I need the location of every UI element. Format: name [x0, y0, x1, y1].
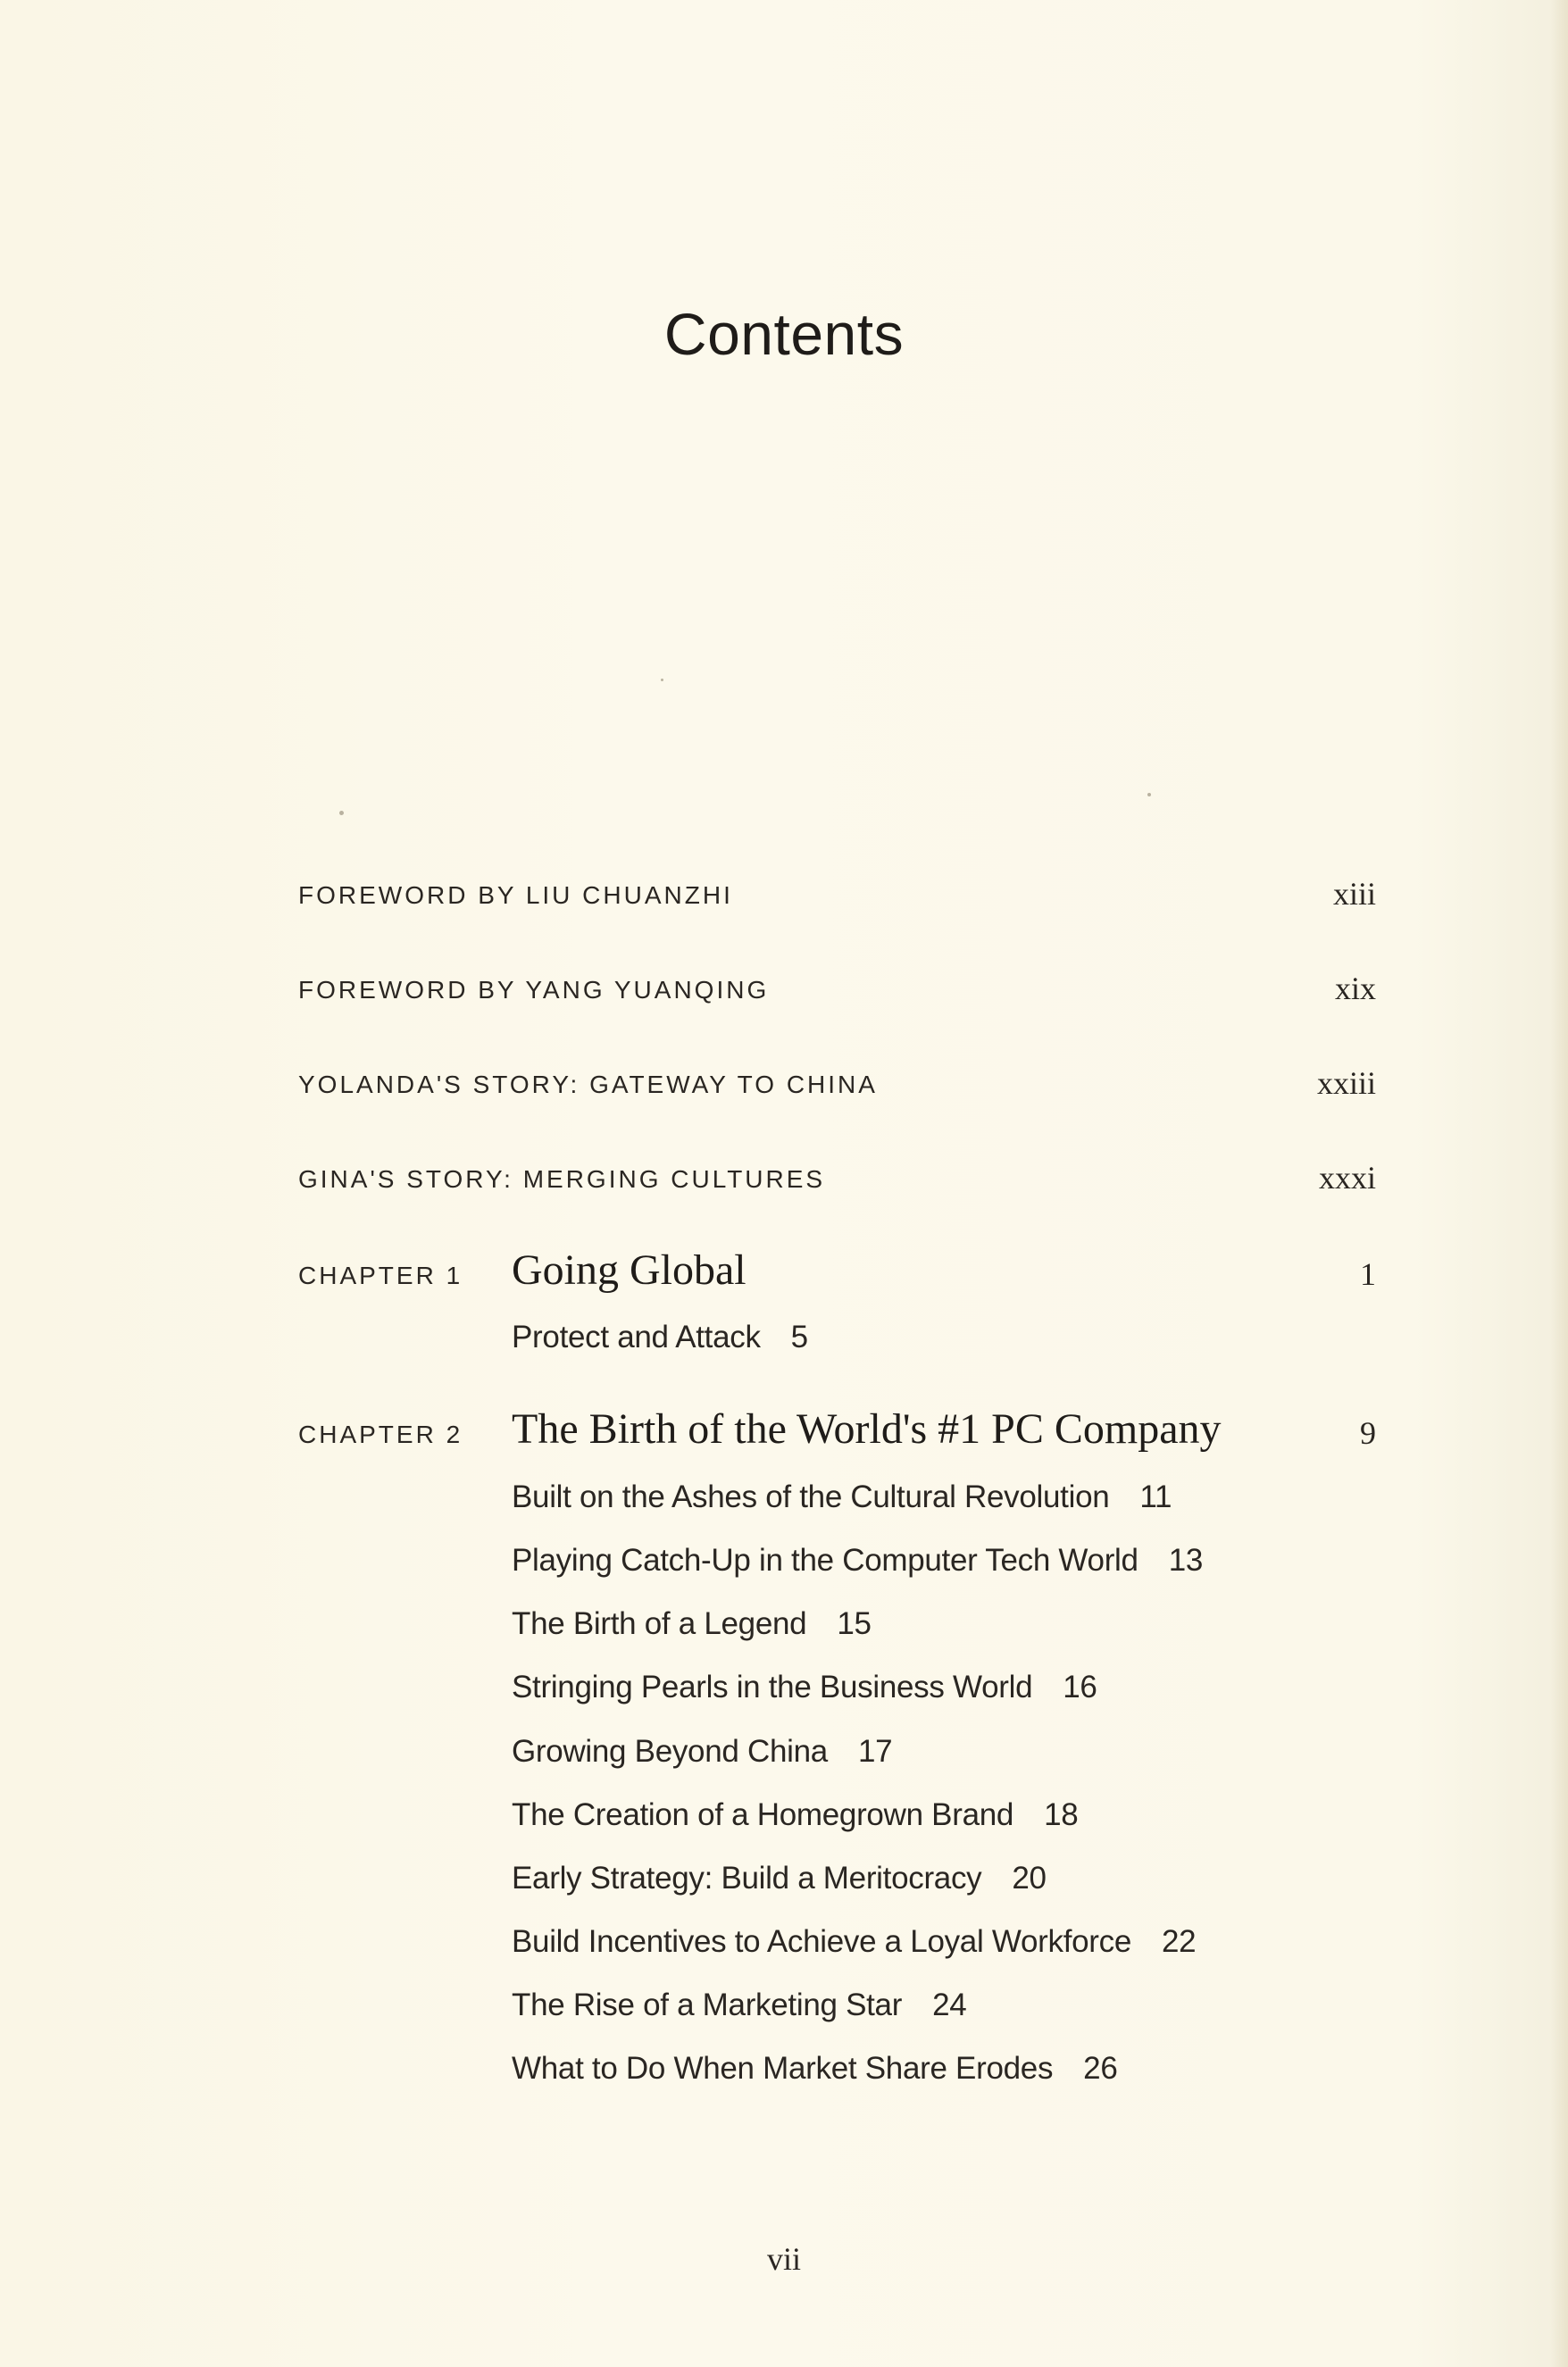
toc-section	[512, 1924, 1196, 1960]
toc-front-page: xxxi	[1318, 1160, 1376, 1196]
chapter-label: CHAPTER 1	[298, 1262, 463, 1289]
toc-front-page: xxiii	[1316, 1065, 1376, 1101]
section-page: 17	[857, 1734, 893, 1769]
section-title: Built on the Ashes of the Cultural Revolution	[512, 1479, 1110, 1514]
section-page: 20	[1012, 1861, 1047, 1896]
chapter-label: CHAPTER 2	[298, 1421, 463, 1448]
section-page: 5	[790, 1320, 808, 1354]
section-title: Protect and Attack	[512, 1320, 761, 1354]
section-page: 16	[1063, 1670, 1097, 1704]
toc-section	[512, 1797, 1078, 1833]
chapter-page: 9	[1360, 1415, 1376, 1451]
section-page: 13	[1168, 1543, 1204, 1578]
paper-speck	[661, 679, 663, 681]
section-title: Growing Beyond China	[512, 1734, 828, 1769]
toc-front-label: FOREWORD BY YANG YUANQING	[298, 976, 770, 1004]
toc-section	[512, 1320, 808, 1355]
section-title: Playing Catch-Up in the Computer Tech World	[512, 1543, 1138, 1578]
page-title: Contents	[663, 301, 905, 368]
toc-front-label: YOLANDA'S STORY: GATEWAY TO CHINA	[298, 1071, 878, 1098]
section-title: Build Incentives to Achieve a Loyal Workforce	[512, 1924, 1132, 1959]
page-folio: vii	[766, 2241, 801, 2277]
toc-front-page: xix	[1334, 971, 1376, 1006]
chapter-title: The Birth of the World's #1 PC Company	[512, 1405, 1222, 1453]
section-page: 15	[837, 1606, 872, 1641]
section-page: 24	[932, 1988, 967, 2022]
section-title: The Birth of a Legend	[512, 1606, 807, 1641]
toc-front-page: xiii	[1332, 876, 1376, 912]
section-title: Early Strategy: Build a Meritocracy	[512, 1861, 982, 1896]
section-page: 11	[1139, 1479, 1172, 1514]
chapter-title: Going Global	[512, 1246, 746, 1294]
section-title: Stringing Pearls in the Business World	[512, 1670, 1033, 1704]
toc-section	[512, 1479, 1172, 1515]
toc-section	[512, 1734, 892, 1770]
toc-section	[512, 1606, 872, 1642]
toc-section	[512, 1670, 1097, 1705]
toc-section	[512, 2051, 1118, 2087]
section-page: 18	[1044, 1797, 1079, 1832]
toc-section	[512, 1543, 1203, 1579]
toc-section	[512, 1988, 966, 2023]
paper-speck	[339, 811, 344, 815]
section-page: 22	[1162, 1924, 1197, 1959]
toc-front-label: FOREWORD BY LIU CHUANZHI	[298, 881, 733, 909]
section-title: The Creation of a Homegrown Brand	[512, 1797, 1014, 1832]
paper-speck	[1147, 793, 1151, 796]
section-title: The Rise of a Marketing Star	[512, 1988, 903, 2022]
chapter-page: 1	[1360, 1256, 1376, 1292]
toc-section	[512, 1861, 1047, 1896]
toc-front-label: GINA'S STORY: MERGING CULTURES	[298, 1165, 826, 1193]
section-page: 26	[1083, 2051, 1118, 2086]
section-title: What to Do When Market Share Erodes	[512, 2051, 1054, 2086]
